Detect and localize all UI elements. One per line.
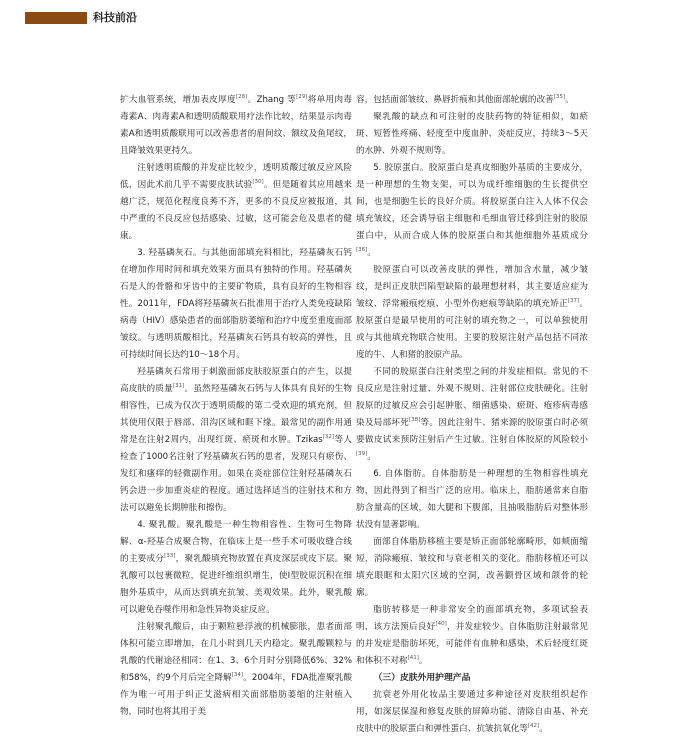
paragraph-text: 。2004年，FDA批准聚乳酸作为唯一可用于纠正艾滋病相关面部脂肪萎缩的注射植入物，同时也将其用于美 bbox=[120, 673, 352, 717]
paragraph-text: 容，包括面部皱纹、鼻唇折痕和其他面部轮廓的改善 bbox=[356, 95, 554, 105]
paragraph-text: 。但是随着其应用越来越广泛，规范化程度良莠不齐，更多的不良反应被报道，其中严重的不良反应包括感染、过敏，这可能会危及患者的健康。 bbox=[120, 180, 352, 241]
citation-ref: [32] bbox=[322, 434, 335, 441]
paragraph bbox=[356, 262, 588, 364]
paragraph bbox=[120, 619, 352, 721]
citation-ref: [41] bbox=[407, 655, 419, 662]
section-title: 科技前沿 bbox=[93, 11, 137, 24]
paragraph-text: 。胶原蛋白是最早使用的可注射的填充物之一，可以单独使用或与其他填充物联合使用。主要的胶原注射产品包括不同浓度的牛、人和猪的胶原产品。 bbox=[356, 299, 588, 360]
paragraph-text: 。 bbox=[367, 452, 376, 462]
paragraph bbox=[356, 160, 588, 262]
paragraph bbox=[356, 109, 588, 160]
header-accent-bar bbox=[25, 12, 87, 24]
paragraph-text: 抗衰老外用化妆品主要通过多种途径对皮肤组织起作用，如深层保湿和修复皮肤的屏障功能、清除自由基、补充皮肤中的胶原蛋白和弹性蛋白、抗皱抗氧化等 bbox=[356, 690, 588, 734]
citation-ref: [33] bbox=[164, 553, 176, 560]
citation-ref: [29] bbox=[296, 94, 308, 101]
paragraph-text: 不同的胶原蛋白注射类型之间的并发症相似。常见的不良反应是注射过量、外观不规则、注射部位皮肤硬化。注射胶原的过敏反应会引起肿胀、细菌感染、瘀斑、疱疹病毒感染及局部坏死 bbox=[356, 367, 588, 428]
citation-ref: [40] bbox=[435, 621, 447, 628]
paragraph bbox=[356, 687, 588, 738]
paragraph bbox=[120, 92, 352, 160]
paragraph-text: 胶原蛋白可以改善皮肤的弹性，增加含水量，减少皱纹，是纠正皮肤凹陷型缺陷的最理想材料，其主要适应症为皱纹、浮常瘢痕疙痕、小型外伤疤痕等缺陷的填充矫正 bbox=[356, 265, 588, 309]
paragraph-text: 将单用肉毒毒素A、肉毒素A和透明质酸联用疗法作比较，结果显示肉毒素A和透明质酸联用可以改善患者的眉间纹、额纹及鱼尾纹，且降皱效果更持久。 bbox=[120, 95, 352, 156]
paragraph-text: 3. 羟基磷灰石。与其他面部填充料相比，羟基磷灰石钙在增加作用时间和填充效果方面具有独特的作用。羟基磷灰石是人的骨骼和牙齿中的主要矿物质，具有良好的生物相容性。2011年，FDA将羟基磷灰石批准用于治疗人类免疫缺陷病毒（HIV）感染患者的面部脂肪萎缩和治疗中度至重度面部皱纹。与透明质酸相比，羟基磷灰石钙具有较高的弹性，且可持续时间长达约10～18个月。 bbox=[120, 248, 352, 360]
paragraph-text: 。虽然羟基磷灰石钙与人体具有良好的生物相容性，已成为仅次于透明质酸的第二受欢迎的填充剂，但其使用仅限于唇部、泪沟区域和眶下缘。最常见的副作用通常是在注射2周内，出现红斑、瘀斑和水肿。Tzikas bbox=[120, 384, 352, 445]
citation-ref: [30] bbox=[252, 179, 264, 186]
paragraph-text: 。 bbox=[367, 248, 376, 258]
paragraph-text: 聚乳酸的缺点和可注射的皮肤药物的特征相似，如瘀斑、短暂性疼痛、轻度至中度血肿、炎症反应，持续3～5天的水肿、外观不规则等。 bbox=[356, 112, 588, 156]
paragraph bbox=[120, 364, 352, 517]
citation-ref: [37] bbox=[567, 298, 580, 305]
section-heading: （三）皮肤外用护理产品 bbox=[373, 673, 471, 683]
paragraph bbox=[356, 466, 588, 534]
paragraph-text: 注射透明质酸的并发症比较少，透明质酸过敏反应风险低，因此术前几乎不需要皮肤试验 bbox=[120, 163, 352, 190]
paragraph bbox=[356, 364, 588, 466]
left-column bbox=[120, 92, 352, 721]
citation-ref: [35] bbox=[553, 94, 565, 101]
paragraph bbox=[120, 517, 352, 619]
citation-ref: [28] bbox=[236, 94, 248, 101]
page-header bbox=[25, 10, 665, 26]
paragraph-text: 6. 自体脂肪。自体脂肪是一种理想的生物相容性填充物，因此得到了相当广泛的应用。临床上，脂肪通常来自脂肪含量高的区域，如大腿和下腹部，且抽吸脂肪后对整体形状没有显著影响。 bbox=[356, 469, 588, 530]
citation-ref: [34] bbox=[231, 672, 244, 679]
paragraph bbox=[120, 245, 352, 364]
paragraph-text: 5. 胶原蛋白。胶原蛋白是真皮细胞外基质的主要成分，是一种理想的生物支架，可以为成纤维细胞的生长提供空间，也是细胞生长的良好介质。将胶原蛋白注入人体不仅会填充皱纹，还会诱导宿主细胞和毛细血管迁移到注射的胶原蛋白中，从而合成人体的胶原蛋白和其他细胞外基质成分 bbox=[356, 163, 588, 241]
paragraph-text: 注射聚乳酸后，由于颗粒悬浮液的机械膨胀，患者面部体积可能立即增加，在几小时到几天内稳定。聚乳酸颗粒与乳酸的代谢途径相同：在1、3、6个月时分别降低6%、32%和58%，约9个月后完全降解 bbox=[120, 622, 352, 683]
paragraph-text: 脂肪转移是一种非常安全的面部填充物，多项试验表明，该方法预后良好 bbox=[356, 605, 588, 632]
paragraph-text: 面部自体脂肪移植主要是矫正面部轮廓畸形，如颊面缩短，消除瘢痕、皱纹和与衰老相关的变化。脂肪移植还可以填充眼眶和太阳穴区域的空洞，改善颧骨区域和颌骨的轮廓。 bbox=[356, 537, 588, 598]
citation-ref: [36] bbox=[356, 247, 368, 254]
paragraph-text: ，并发症较少。自体脂肪注射最常见的并发症是脂肪坏死，可能伴有血肿和感染，术后轻度红斑和体积不对称 bbox=[356, 622, 588, 666]
paragraph-text: ，聚乳酸填充物放置在真皮深层或皮下层。聚乳酸可以包裹微粒，促进纤维组织增生，使Ⅰ型胶原沉积在细胞外基质中，从而达到填充抗皱、美观效果。此外，聚乳酸可以避免吞噬作用和急性异物炎症反应。 bbox=[120, 554, 352, 615]
citation-ref: [39] bbox=[356, 451, 368, 458]
paragraph bbox=[356, 534, 588, 602]
paragraph-text: 。Zhang 等 bbox=[247, 95, 297, 105]
paragraph-text: 。 bbox=[539, 724, 548, 734]
paragraph-text: 等。因此注射牛、猪来源的胶原蛋白时必须要做皮试来预防注射后产生过敏。注射自体胶原的风险较小 bbox=[356, 418, 588, 445]
paragraph-text: 羟基磷灰石常用于刺激面部皮肤胶原蛋白的产生，以提高皮肤的质量 bbox=[120, 367, 352, 394]
paragraph-text: 等人检查了1000名注射了羟基磷灰石钙的患者，发现只有瘀伤、发红和瘙痒的轻微副作用。如果在炎症部位注射羟基磷灰石钙会进一步加重炎症的程度。通过选择适当的注射技术和方法可以避免长期肿胀和擦伤。 bbox=[120, 435, 352, 513]
paragraph-text: 扩大血管系统，增加表皮厚度 bbox=[120, 95, 237, 105]
citation-ref: [31] bbox=[172, 383, 185, 390]
paragraph bbox=[356, 92, 588, 109]
right-column bbox=[356, 92, 588, 738]
paragraph-text: 。 bbox=[564, 95, 574, 105]
citation-ref: [38] bbox=[408, 417, 421, 424]
paragraph bbox=[356, 602, 588, 670]
paragraph-text: 。 bbox=[418, 656, 428, 666]
paragraph-text: 4. 聚乳酸。聚乳酸是一种生物相容性、生物可生物降解、α-羟基合成聚合物，在临床上是一些手术可吸收缝合线的主要成分 bbox=[120, 520, 352, 564]
paragraph bbox=[120, 160, 352, 245]
citation-ref: [42] bbox=[527, 723, 540, 730]
